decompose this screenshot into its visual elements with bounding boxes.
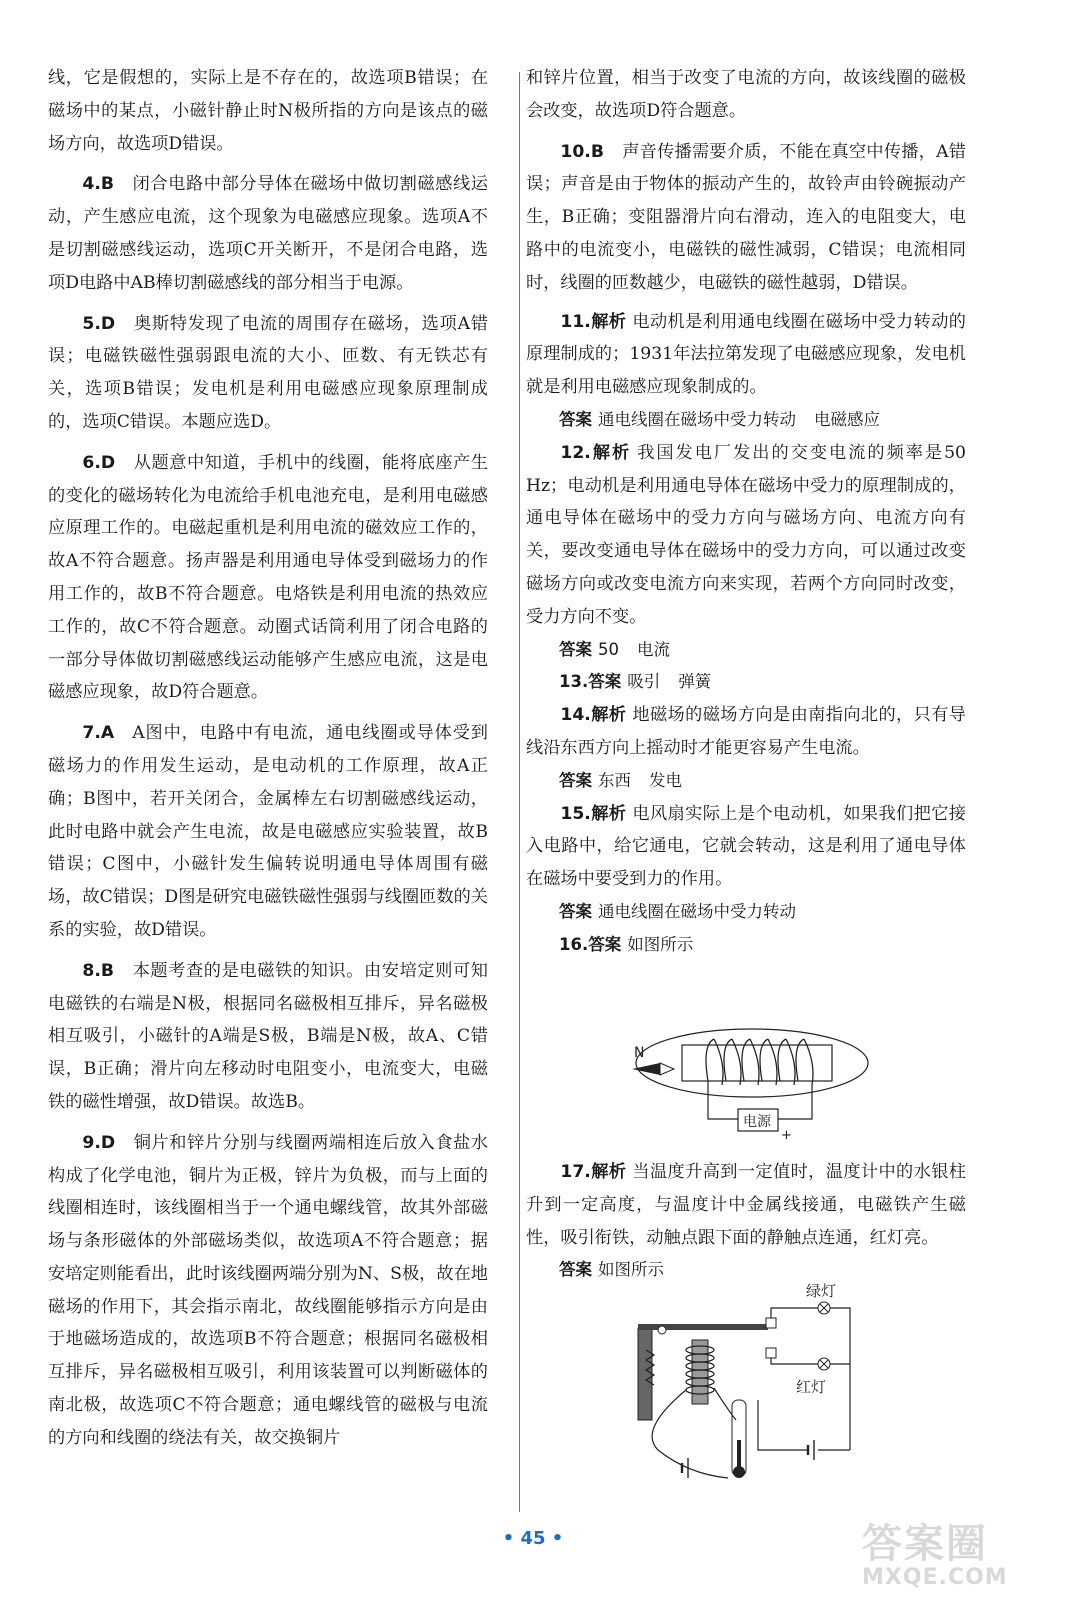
pivot [658, 1326, 666, 1334]
power-source-label: 电源 [743, 1114, 771, 1130]
column-divider [519, 72, 520, 1512]
q10-explanation: 10.B 声音传播需要介质，不能在真空中传播，A错误；声音是由于物体的振动产生的，故铃声由铃碗振动产生，B正确；变阻器滑片向右滑动，连入的电阻变大，电路中的电流变小，电磁铁的磁性减弱，C错误；电流相同时，线圈的匝数越少，电磁铁的磁性越弱，D错误。 [526, 141, 966, 293]
q4-explanation: 4.B 闭合电路中部分导体在磁场中做切割磁感线运动，产生感应电流，这个现象为电磁感应现象。选项A不是切割磁感线运动，选项C开关断开，不是闭合电路，选项D电路中AB棒切割磁感线的部分相当于电源。 [48, 174, 488, 293]
q16-answer: 16.答案 如图所示 [559, 934, 694, 954]
q6-explanation: 6.D 从题意中知道，手机中的线圈，能将底座产生的变化的磁场转化为电流给手机电池充电，是利用电磁感应原理工作的。电磁起重机是利用电流的磁效应工作的，故A不符合题意。扬声器是利用通电导体受到磁场力的作用工作的，故B不符合题意。电烙铁是利用电流的热效应工作的，故C不符合题意。动圈式话筒利用了闭合电路的一部分导体做切割磁感线运动能够产生感应电流，这是电磁感应现象，故D符合题意。 [48, 452, 488, 703]
lower-contact [766, 1348, 776, 1358]
north-label: N [634, 1045, 645, 1061]
red-lamp-label: 红灯 [796, 1378, 827, 1396]
solenoid-figure [630, 1025, 870, 1145]
q12-answer: 答案 50 电流 [559, 639, 670, 659]
q13-answer: 13.答案 吸引 弹簧 [559, 672, 712, 692]
watermark-logo: 答案圈 [862, 1521, 988, 1567]
wire-red [771, 1358, 850, 1364]
q15-answer: 答案 通电线圈在磁场中受力转动 [559, 901, 796, 921]
right-column-top [526, 62, 966, 962]
armature-bar [638, 1324, 768, 1330]
q17-analysis: 17.解析 当温度升高到一定值时，温度计中的水银柱升到一定高度，与温度计中金属线接通，电磁铁产生磁性，吸引衔铁，动触点跟下面的静触点连通，红灯亮。 [526, 1162, 966, 1248]
q17-answer: 答案 如图所示 [559, 1260, 664, 1280]
q14-analysis: 14.解析 地磁场的磁场方向是由南指向北的，只有导线沿东西方向上摇动时才能更容易产生电流。 [526, 705, 966, 758]
q7-explanation: 7.A A图中，电路中有电流，通电线圈或导体受到磁场力的作用发生运动，是电动机的工作原理，故A正确；B图中，若开关闭合，金属棒左右切割磁感线运动，此时电路中就会产生电流，故是电磁感应实验装置，故B错误；C图中，小磁针发生偏转说明通电导体周围有磁场，故C错误；D图是研究电磁铁磁性强弱与线圈匝数的关系的实验，故D错误。 [48, 723, 488, 940]
q15-analysis: 15.解析 电风扇实际上是个电动机，如果我们把它接入电路中，给它通电，它就会转动，这是利用了通电导体在磁场中要受到力的作用。 [526, 803, 966, 890]
q5-explanation: 5.D 奥斯特发现了电流的周围存在磁场，选项A错误；电磁铁磁性强弱跟电流的大小、匝数、有无铁芯有关，选项B错误；发电机是利用电磁感应现象原理制成的，选项C错误。本题应选D。 [48, 313, 488, 432]
wire-left [708, 1081, 738, 1119]
watermark [862, 1512, 1058, 1592]
alarm-circuit-figure [628, 1282, 868, 1490]
q12-analysis: 12.解析 我国发电厂发出的交变电流的频率是50 Hz；电动机是利用通电导体在磁场中受力的原理制成的，通电导体在磁场中的受力方向与磁场方向、电流方向有关，要改变通电导体在磁场中的受力方向，可以通过改变磁场方向或改变电流方向来实现，若两个方向同时改变，受力方向不变。 [526, 442, 966, 627]
page-number: • 45 • [502, 1528, 564, 1549]
q9-continuation: 和锌片位置，相当于改变了电流的方向，故该线圈的磁极会改变，故选项D符合题意。 [526, 68, 966, 121]
base-frame [638, 1328, 652, 1420]
thermometer-mercury [737, 1440, 741, 1470]
q11-analysis: 11.解析 电动机是利用通电线圈在磁场中受力转动的原理制成的；1931年法拉第发现了电磁感应现象，发电机就是利用电磁感应现象制成的。 [526, 311, 966, 398]
q14-answer: 答案 东西 发电 [559, 770, 682, 790]
wire-green-right [838, 1308, 850, 1450]
upper-contact [766, 1318, 776, 1328]
right-column-bottom [526, 1156, 966, 1287]
q11-answer: 答案 通电线圈在磁场中受力转动 电磁感应 [559, 409, 880, 429]
plus-label: + [781, 1128, 792, 1143]
left-column [48, 62, 488, 1455]
green-lamp-label: 绿灯 [806, 1282, 837, 1300]
watermark-url: MXQE.COM [862, 1565, 1008, 1590]
compass-needle-tail [660, 1063, 674, 1075]
q9-explanation: 9.D 铜片和锌片分别与线圈两端相连后放入食盐水构成了化学电池，铜片为正极，锌片为负极，而与上面的线圈相连时，该线圈相当于一个通电螺线管，故其外部磁场与条形磁体的外部磁场类似，故选项A不符合题意；据安培定则能看出，此时该线圈两端分别为N、S极，故在地磁场的作用下，其会指示南北，故线圈能够指示方向是由于地磁场造成的，故选项B不符合题意；根据同名磁极相互排斥，异名磁极相互吸引，利用该装置可以判断磁体的南北极，故选项C不符合题意；通电螺线管的磁极与电流的方向和线圈的绕法有关，故交换铜片 [48, 1132, 488, 1448]
wire-battery-left [758, 1400, 808, 1450]
q8-explanation: 8.B 本题考查的是电磁铁的知识。由安培定则可知电磁铁的右端是N极，根据同名磁极相互排斥，异名磁极相互吸引，小磁针的A端是S极，B端是N极，故A、C错误，B正确；滑片向左移动时电阻变小，电流变大，电磁铁的磁性增强，故D错误。故选B。 [48, 960, 488, 1112]
wire-coil-left [652, 1390, 728, 1478]
q3-continuation: 线，它是假想的，实际上是不存在的，故选项B错误；在磁场中的某点，小磁针静止时N极所指的方向是该点的磁场方向，故选项D错误。 [48, 68, 488, 154]
wire-right [778, 1085, 812, 1119]
thermometer-bulb [733, 1466, 745, 1478]
